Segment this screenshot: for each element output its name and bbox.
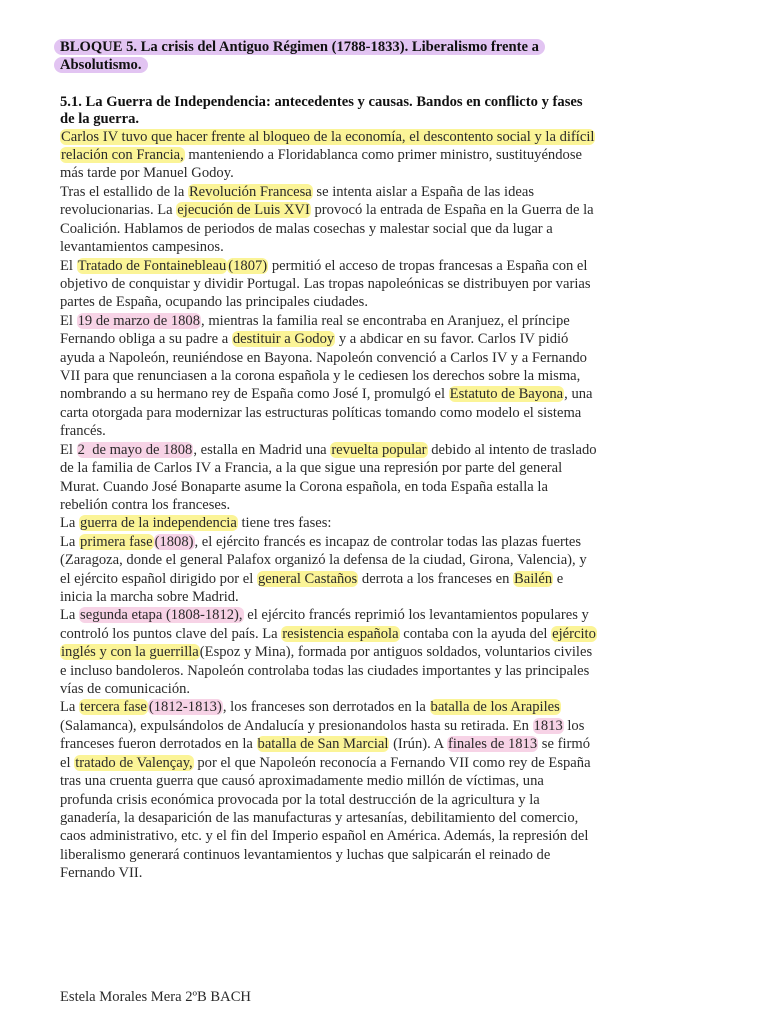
text-run: manteniendo a Floridablanca como primer ministro, sustituyéndose [184,147,582,163]
paragraph-line [60,643,592,661]
text-run: por el que Napoleón reconocía a Fernando VII como rey de España [193,755,591,771]
text-run: los [563,718,585,734]
paragraph-line: e incluso bandoleros. Napoleón controlaba todas las ciudades importantes y las principales [60,663,590,679]
pink-highlight: segunda etapa (1808-1812), [80,607,243,623]
text-run: La [60,515,80,531]
text-run: tiene tres fases: [237,515,332,531]
paragraph-line [60,625,597,643]
yellow-highlight: Carlos IV tuvo que hacer frente al bloqueo de la economía, el descontento social y la difícil [61,129,595,145]
pink-highlight: 19 de marzo de 1808 [77,313,201,329]
paragraph-line: ganadería, la desaparición de las manufacturas y artesanías, debilitamiento del comercio, [60,810,579,826]
text-run: (Irún). A [389,736,447,752]
block-title-line-2 [60,56,148,74]
paragraph-line [60,441,597,459]
purple-highlight: Absolutismo. [54,57,148,73]
section-heading-line-2: de la guerra. [60,111,140,127]
paragraph-line [60,312,570,330]
yellow-highlight: general Castaños [257,571,358,587]
footer-author: Estela Morales Mera 2ºB BACH [60,989,251,1005]
yellow-highlight: destituir a Godoy [232,331,335,347]
block-title-line-1 [60,38,545,56]
text-run: permitió el acceso de tropas francesas a España con el [268,258,588,274]
yellow-highlight: tratado de Valençay, [75,755,193,771]
text-run: (Salamanca), expulsándolos de Andalucía y presionandolos hasta su retirada. En [60,718,533,734]
paragraph-line: profunda crisis económica provocada por la total destrucción de la agricultura y la [60,792,540,808]
pink-highlight: 2 de mayo de 1808 [77,442,193,458]
yellow-highlight: inglés y con la guerrilla [61,644,199,660]
text-run: provocó la entrada de España en la Guerra de la [310,202,594,218]
paragraph-line: ayuda a Napoleón, reuniéndose en Bayona. Napoleón convenció a Carlos IV y a Fernando [60,350,587,366]
text-run: , una [564,386,593,402]
paragraph-line [60,717,584,735]
paragraph-line [60,735,590,753]
text-run: debido al intento de traslado [427,442,597,458]
paragraph-line [60,128,595,146]
yellow-highlight: batalla de San Marcial [257,736,389,752]
text-run: el ejército francés reprimió los levantamientos populares y [243,607,589,623]
paragraph-line: inicia la marcha sobre Madrid. [60,589,239,605]
paragraph-line [60,514,331,532]
paragraph-line: francés. [60,423,106,439]
text-run: e [553,571,564,587]
text-run: , el ejército francés es incapaz de controlar todas las plazas fuertes [194,534,582,550]
text-run: (Espoz y Mina), formada por antiguos soldados, voluntarios civiles [199,644,593,660]
text-run: contaba con la ayuda del [399,626,552,642]
paragraph-line [60,606,589,624]
paragraph-line: Coalición. Hablamos de periodos de malas cosechas y malestar social que da lugar a [60,221,553,237]
yellow-highlight: (1807) [228,258,268,274]
paragraph-line [60,201,594,219]
text-run: La [60,534,80,550]
pink-highlight: (1808) [154,534,194,550]
paragraph-line: más tarde por Manuel Godoy. [60,165,234,181]
text-run: , mientras la familia real se encontraba en Aranjuez, el príncipe [201,313,570,329]
paragraph-line: liberalismo generará continuos levantamientos y luchas que salpicarán el reinado de [60,847,551,863]
paragraph-line [60,146,582,164]
yellow-highlight: relación con Francia, [61,147,184,163]
text-run: , los franceses son derrotados en la [222,699,430,715]
text-run: , estalla en Madrid una [193,442,331,458]
text-run: el ejército español dirigido por el [60,571,257,587]
yellow-highlight: tercera fase [80,699,147,715]
paragraph-line [60,533,581,551]
yellow-highlight: guerra de la independencia [80,515,237,531]
yellow-highlight: ejecución de Luis XVI [177,202,310,218]
yellow-highlight: Estatuto de Bayona [449,386,564,402]
paragraph-line: Murat. Cuando José Bonaparte asume la Corona española, en toda España estalla la [60,479,548,495]
text-run: nombrando a su hermano rey de España como José I, promulgó el [60,386,449,402]
paragraph-line [60,570,563,588]
paragraph-line [60,257,587,275]
paragraph-line: caos administrativo, etc. y el fin del Imperio español en América. Además, la represión del [60,828,589,844]
paragraph-line: rebelión contra los franceses. [60,497,231,513]
text-run: y a abdicar en su favor. Carlos IV pidió [335,331,569,347]
paragraph-line [60,754,591,772]
text-run: La [60,607,80,623]
yellow-highlight: resistencia española [282,626,399,642]
purple-highlight: BLOQUE 5. La crisis del Antiguo Régimen (1788-1833). Liberalismo frente a [54,39,545,55]
text-run: franceses fueron derrotados en la [60,736,257,752]
text-run: El [60,442,77,458]
text-run: El [60,313,77,329]
pink-highlight: (1812-1813) [148,699,222,715]
yellow-highlight: batalla de los Arapiles [430,699,560,715]
paragraph-line: carta otorgada para modernizar las estructuras políticas tomando como modelo el sistema [60,405,582,421]
yellow-highlight: primera fase [80,534,153,550]
section-heading-line-1: 5.1. La Guerra de Independencia: antecedentes y causas. Bandos en conflicto y fases [60,94,583,110]
text-run: Tras el estallido de la [60,184,188,200]
paragraph-line: partes de España, ocupando las principales ciudades. [60,294,368,310]
paragraph-line: (Zaragoza, donde el general Palafox organizó la defensa de la ciudad, Girona, Valencia), y [60,552,587,568]
paragraph-line: VII para que renunciasen a la corona española y le cediesen los derechos sobre la misma, [60,368,581,384]
paragraph-line: levantamientos campesinos. [60,239,224,255]
text-run: se firmó [538,736,591,752]
pink-highlight: finales de 1813 [447,736,538,752]
paragraph-line [60,330,568,348]
pink-highlight: 1813 [533,718,563,734]
text-run: se intenta aislar a España de las ideas [312,184,535,200]
paragraph-line: tras una cruenta guerra que causó aproximadamente medio millón de víctimas, una [60,773,544,789]
paragraph-line [60,698,561,716]
paragraph-line: Fernando VII. [60,865,143,881]
paragraph-line [60,385,593,403]
paragraph-line: vías de comunicación. [60,681,191,697]
text-run: Fernando obliga a su padre a [60,331,232,347]
yellow-highlight: Revolución Francesa [188,184,312,200]
text-run: El [60,258,77,274]
yellow-highlight: Tratado de Fontainebleau [77,258,227,274]
paragraph-line [60,183,534,201]
text-run: controló los puntos clave del país. La [60,626,282,642]
yellow-highlight: Bailén [514,571,553,587]
yellow-highlight: revuelta popular [331,442,427,458]
text-run: revolucionarias. La [60,202,177,218]
paragraph-line: objetivo de conquistar y dividir Portugal. Las tropas napoleónicas se distribuyen por varias [60,276,591,292]
text-run: derrota a los franceses en [358,571,514,587]
text-run: La [60,699,80,715]
paragraph-line: de la familia de Carlos IV a Francia, a la que sigue una represión por parte del general [60,460,563,476]
yellow-highlight: ejército [552,626,596,642]
text-run: el [60,755,75,771]
